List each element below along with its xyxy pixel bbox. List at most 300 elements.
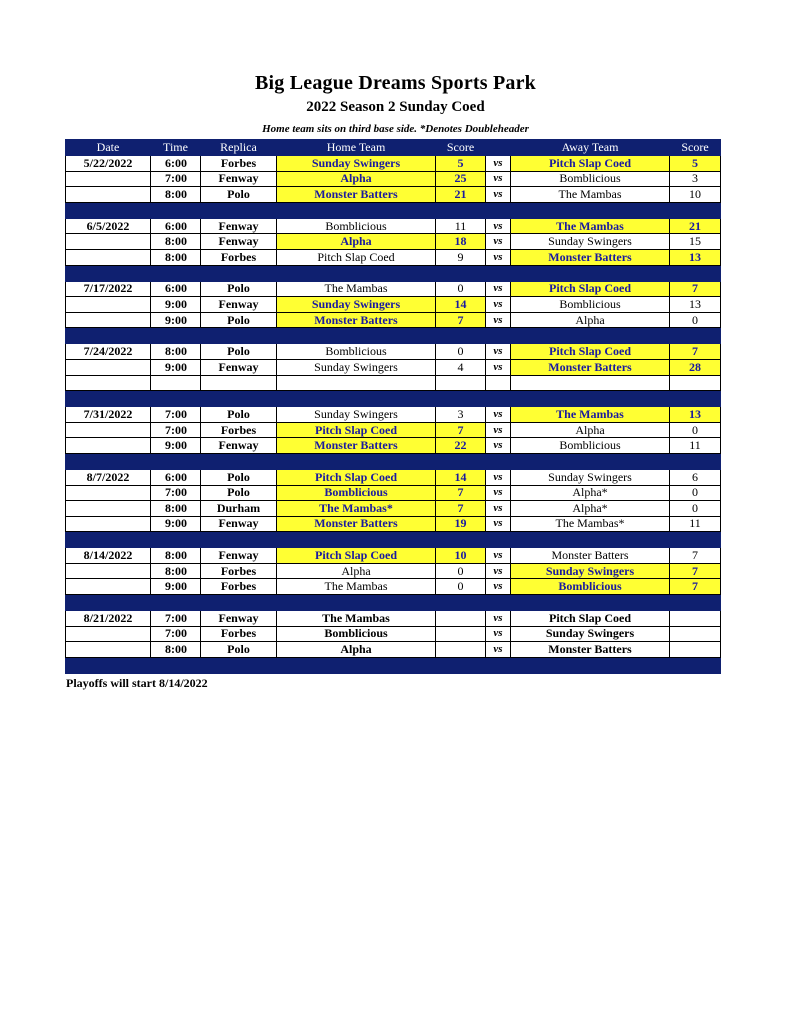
away-team-cell: Bomblicious — [511, 438, 670, 454]
separator-cell — [201, 453, 277, 469]
date-cell: 7/31/2022 — [66, 407, 151, 423]
date-cell — [66, 516, 151, 532]
time-cell: 8:00 — [151, 249, 201, 265]
col-header-home-team: Home Team — [277, 140, 436, 156]
replica-cell: Forbes — [201, 422, 277, 438]
vs-cell: vs — [486, 642, 511, 658]
date-cell: 7/24/2022 — [66, 344, 151, 360]
empty-cell — [486, 375, 511, 391]
home-score-cell: 0 — [436, 344, 486, 360]
separator-cell — [436, 202, 486, 218]
away-score-cell: 7 — [670, 281, 721, 297]
replica-cell: Forbes — [201, 626, 277, 642]
table-row — [66, 407, 721, 423]
away-score-cell: 28 — [670, 359, 721, 375]
home-score-cell: 14 — [436, 297, 486, 313]
home-team-cell: The Mambas — [277, 611, 436, 627]
vs-cell: vs — [486, 312, 511, 328]
date-cell: 8/21/2022 — [66, 611, 151, 627]
vs-cell: vs — [486, 579, 511, 595]
home-team-cell: Alpha — [277, 171, 436, 187]
replica-cell: Fenway — [201, 611, 277, 627]
date-cell — [66, 579, 151, 595]
separator-cell — [201, 328, 277, 344]
separator-cell — [201, 265, 277, 281]
table-row — [66, 642, 721, 658]
table-row — [66, 438, 721, 454]
col-header-home-score: Score — [436, 140, 486, 156]
away-score-cell: 5 — [670, 156, 721, 172]
away-score-cell: 11 — [670, 438, 721, 454]
col-header-time: Time — [151, 140, 201, 156]
time-cell: 8:00 — [151, 563, 201, 579]
playoffs-note: Playoffs will start 8/14/2022 — [66, 676, 208, 690]
home-score-cell: 7 — [436, 422, 486, 438]
time-cell: 9:00 — [151, 579, 201, 595]
separator-cell — [670, 202, 721, 218]
schedule-table — [65, 139, 721, 674]
vs-cell: vs — [486, 611, 511, 627]
home-team-cell: Alpha — [277, 642, 436, 658]
separator-cell — [486, 657, 511, 673]
separator-cell — [511, 453, 670, 469]
separator-cell — [511, 595, 670, 611]
week-separator-row — [66, 532, 721, 548]
empty-row — [66, 375, 721, 391]
away-score-cell: 13 — [670, 297, 721, 313]
home-score-cell: 25 — [436, 171, 486, 187]
page-subtitle: 2022 Season 2 Sunday Coed — [306, 99, 485, 115]
separator-cell — [436, 265, 486, 281]
week-separator-row — [66, 595, 721, 611]
table-row — [66, 563, 721, 579]
week-separator-row — [66, 202, 721, 218]
time-cell: 9:00 — [151, 438, 201, 454]
away-score-cell: 6 — [670, 469, 721, 485]
home-score-cell: 0 — [436, 281, 486, 297]
home-score-cell: 18 — [436, 234, 486, 250]
separator-cell — [670, 657, 721, 673]
table-header-row — [66, 140, 721, 156]
home-team-cell: The Mambas — [277, 579, 436, 595]
separator-cell — [511, 265, 670, 281]
away-team-cell: Monster Batters — [511, 548, 670, 564]
home-team-cell: Pitch Slap Coed — [277, 548, 436, 564]
date-cell: 5/22/2022 — [66, 156, 151, 172]
table-row — [66, 234, 721, 250]
home-score-cell: 7 — [436, 501, 486, 517]
vs-cell: vs — [486, 187, 511, 203]
empty-cell — [670, 375, 721, 391]
separator-cell — [66, 532, 151, 548]
away-score-cell: 11 — [670, 516, 721, 532]
home-team-cell: Monster Batters — [277, 438, 436, 454]
home-team-cell: Pitch Slap Coed — [277, 249, 436, 265]
away-team-cell: Pitch Slap Coed — [511, 281, 670, 297]
vs-cell: vs — [486, 516, 511, 532]
date-cell — [66, 422, 151, 438]
date-cell — [66, 359, 151, 375]
date-cell — [66, 234, 151, 250]
separator-cell — [66, 202, 151, 218]
date-cell — [66, 297, 151, 313]
home-score-cell: 5 — [436, 156, 486, 172]
time-cell: 9:00 — [151, 312, 201, 328]
table-row — [66, 171, 721, 187]
vs-cell: vs — [486, 469, 511, 485]
separator-cell — [277, 657, 436, 673]
away-team-cell: Alpha* — [511, 501, 670, 517]
table-row — [66, 501, 721, 517]
vs-cell: vs — [486, 485, 511, 501]
date-cell — [66, 642, 151, 658]
home-team-cell: Bomblicious — [277, 344, 436, 360]
separator-cell — [486, 595, 511, 611]
home-team-cell: Sunday Swingers — [277, 407, 436, 423]
date-cell — [66, 501, 151, 517]
table-row — [66, 579, 721, 595]
time-cell: 7:00 — [151, 171, 201, 187]
replica-cell: Polo — [201, 281, 277, 297]
replica-cell: Polo — [201, 312, 277, 328]
separator-cell — [436, 595, 486, 611]
date-cell — [66, 485, 151, 501]
time-cell: 6:00 — [151, 218, 201, 234]
separator-cell — [670, 265, 721, 281]
away-score-cell: 13 — [670, 407, 721, 423]
vs-cell: vs — [486, 297, 511, 313]
separator-cell — [151, 328, 201, 344]
separator-cell — [511, 328, 670, 344]
away-team-cell: Sunday Swingers — [511, 563, 670, 579]
table-row — [66, 187, 721, 203]
vs-cell: vs — [486, 563, 511, 579]
time-cell: 7:00 — [151, 485, 201, 501]
week-separator-row — [66, 391, 721, 407]
home-score-cell: 3 — [436, 407, 486, 423]
vs-cell: vs — [486, 249, 511, 265]
empty-cell — [436, 375, 486, 391]
time-cell: 9:00 — [151, 516, 201, 532]
replica-cell: Forbes — [201, 579, 277, 595]
away-team-cell: Pitch Slap Coed — [511, 156, 670, 172]
home-score-cell: 11 — [436, 218, 486, 234]
table-row — [66, 359, 721, 375]
away-score-cell: 15 — [670, 234, 721, 250]
away-team-cell: Bomblicious — [511, 171, 670, 187]
separator-cell — [511, 657, 670, 673]
replica-cell: Polo — [201, 469, 277, 485]
date-cell — [66, 312, 151, 328]
table-row — [66, 611, 721, 627]
time-cell: 7:00 — [151, 611, 201, 627]
vs-cell: vs — [486, 344, 511, 360]
time-cell: 8:00 — [151, 234, 201, 250]
away-score-cell: 3 — [670, 171, 721, 187]
vs-cell: vs — [486, 438, 511, 454]
away-team-cell: Alpha — [511, 312, 670, 328]
separator-cell — [486, 202, 511, 218]
table-row — [66, 485, 721, 501]
away-team-cell: The Mambas — [511, 218, 670, 234]
home-score-cell: 19 — [436, 516, 486, 532]
doubleheader-note: Home team sits on third base side. *Denotes Doubleheader — [262, 123, 529, 135]
away-team-cell: The Mambas* — [511, 516, 670, 532]
date-cell: 8/14/2022 — [66, 548, 151, 564]
date-cell — [66, 171, 151, 187]
empty-cell — [277, 375, 436, 391]
home-score-cell — [436, 611, 486, 627]
home-team-cell: Monster Batters — [277, 187, 436, 203]
separator-cell — [511, 202, 670, 218]
date-cell — [66, 187, 151, 203]
date-cell — [66, 626, 151, 642]
date-cell — [66, 563, 151, 579]
separator-cell — [277, 328, 436, 344]
home-team-cell: Bomblicious — [277, 485, 436, 501]
away-team-cell: Monster Batters — [511, 642, 670, 658]
away-score-cell: 0 — [670, 422, 721, 438]
time-cell: 9:00 — [151, 297, 201, 313]
away-score-cell: 7 — [670, 344, 721, 360]
table-row — [66, 218, 721, 234]
table-row — [66, 249, 721, 265]
vs-cell: vs — [486, 281, 511, 297]
home-team-cell: Bomblicious — [277, 218, 436, 234]
col-header-vs — [486, 140, 511, 156]
away-team-cell: Alpha — [511, 422, 670, 438]
separator-cell — [151, 202, 201, 218]
week-separator-row — [66, 265, 721, 281]
away-team-cell: Bomblicious — [511, 579, 670, 595]
away-score-cell: 13 — [670, 249, 721, 265]
col-header-replica: Replica — [201, 140, 277, 156]
vs-cell: vs — [486, 548, 511, 564]
separator-cell — [201, 595, 277, 611]
home-score-cell: 14 — [436, 469, 486, 485]
separator-cell — [66, 391, 151, 407]
replica-cell: Fenway — [201, 234, 277, 250]
table-row — [66, 422, 721, 438]
separator-cell — [151, 453, 201, 469]
away-team-cell: Bomblicious — [511, 297, 670, 313]
separator-cell — [486, 391, 511, 407]
home-team-cell: The Mambas — [277, 281, 436, 297]
separator-cell — [486, 265, 511, 281]
table-row — [66, 156, 721, 172]
separator-cell — [670, 532, 721, 548]
away-team-cell: Sunday Swingers — [511, 234, 670, 250]
time-cell: 7:00 — [151, 407, 201, 423]
home-team-cell: Bomblicious — [277, 626, 436, 642]
separator-cell — [486, 532, 511, 548]
separator-cell — [511, 391, 670, 407]
away-team-cell: The Mambas — [511, 187, 670, 203]
separator-cell — [670, 391, 721, 407]
separator-cell — [511, 532, 670, 548]
home-score-cell: 7 — [436, 485, 486, 501]
away-score-cell: 0 — [670, 485, 721, 501]
away-score-cell: 0 — [670, 312, 721, 328]
table-row — [66, 548, 721, 564]
schedule-body — [66, 156, 721, 674]
separator-cell — [277, 595, 436, 611]
separator-cell — [151, 595, 201, 611]
empty-cell — [151, 375, 201, 391]
home-score-cell: 10 — [436, 548, 486, 564]
time-cell: 8:00 — [151, 642, 201, 658]
separator-cell — [66, 265, 151, 281]
replica-cell: Polo — [201, 407, 277, 423]
empty-cell — [66, 375, 151, 391]
replica-cell: Fenway — [201, 548, 277, 564]
home-score-cell — [436, 626, 486, 642]
table-row — [66, 281, 721, 297]
home-score-cell: 9 — [436, 249, 486, 265]
time-cell: 8:00 — [151, 501, 201, 517]
col-header-away-team: Away Team — [511, 140, 670, 156]
week-separator-row — [66, 328, 721, 344]
replica-cell: Forbes — [201, 563, 277, 579]
separator-cell — [151, 657, 201, 673]
separator-cell — [201, 202, 277, 218]
time-cell: 6:00 — [151, 281, 201, 297]
away-team-cell: Pitch Slap Coed — [511, 344, 670, 360]
separator-cell — [277, 202, 436, 218]
away-score-cell — [670, 611, 721, 627]
away-score-cell: 7 — [670, 579, 721, 595]
away-score-cell: 0 — [670, 501, 721, 517]
replica-cell: Polo — [201, 642, 277, 658]
home-team-cell: Monster Batters — [277, 312, 436, 328]
vs-cell: vs — [486, 218, 511, 234]
vs-cell: vs — [486, 626, 511, 642]
time-cell: 6:00 — [151, 469, 201, 485]
vs-cell: vs — [486, 501, 511, 517]
replica-cell: Fenway — [201, 438, 277, 454]
week-separator-row — [66, 453, 721, 469]
separator-cell — [277, 391, 436, 407]
vs-cell: vs — [486, 407, 511, 423]
home-score-cell: 0 — [436, 563, 486, 579]
date-cell: 7/17/2022 — [66, 281, 151, 297]
away-team-cell: The Mambas — [511, 407, 670, 423]
time-cell: 8:00 — [151, 187, 201, 203]
separator-cell — [486, 453, 511, 469]
replica-cell: Fenway — [201, 218, 277, 234]
home-score-cell: 4 — [436, 359, 486, 375]
separator-cell — [66, 595, 151, 611]
replica-cell: Polo — [201, 187, 277, 203]
vs-cell: vs — [486, 156, 511, 172]
date-cell: 6/5/2022 — [66, 218, 151, 234]
separator-cell — [486, 328, 511, 344]
empty-cell — [201, 375, 277, 391]
separator-cell — [436, 657, 486, 673]
away-team-cell: Alpha* — [511, 485, 670, 501]
vs-cell: vs — [486, 422, 511, 438]
table-row — [66, 344, 721, 360]
separator-cell — [151, 532, 201, 548]
date-cell: 8/7/2022 — [66, 469, 151, 485]
away-score-cell: 21 — [670, 218, 721, 234]
home-team-cell: Sunday Swingers — [277, 297, 436, 313]
replica-cell: Durham — [201, 501, 277, 517]
week-separator-row — [66, 657, 721, 673]
away-team-cell: Monster Batters — [511, 249, 670, 265]
table-row — [66, 626, 721, 642]
page-title: Big League Dreams Sports Park — [255, 72, 536, 94]
home-score-cell: 7 — [436, 312, 486, 328]
separator-cell — [201, 391, 277, 407]
separator-cell — [436, 532, 486, 548]
separator-cell — [436, 391, 486, 407]
separator-cell — [436, 453, 486, 469]
away-score-cell — [670, 642, 721, 658]
time-cell: 7:00 — [151, 626, 201, 642]
away-score-cell: 7 — [670, 563, 721, 579]
separator-cell — [670, 328, 721, 344]
replica-cell: Fenway — [201, 516, 277, 532]
vs-cell: vs — [486, 234, 511, 250]
home-team-cell: Alpha — [277, 563, 436, 579]
home-team-cell: Sunday Swingers — [277, 156, 436, 172]
replica-cell: Fenway — [201, 359, 277, 375]
table-row — [66, 516, 721, 532]
separator-cell — [151, 391, 201, 407]
away-score-cell — [670, 626, 721, 642]
separator-cell — [277, 265, 436, 281]
separator-cell — [436, 328, 486, 344]
replica-cell: Fenway — [201, 171, 277, 187]
date-cell — [66, 438, 151, 454]
separator-cell — [670, 595, 721, 611]
home-team-cell: Sunday Swingers — [277, 359, 436, 375]
empty-cell — [511, 375, 670, 391]
replica-cell: Forbes — [201, 156, 277, 172]
home-score-cell: 21 — [436, 187, 486, 203]
home-team-cell: Monster Batters — [277, 516, 436, 532]
table-row — [66, 312, 721, 328]
away-team-cell: Sunday Swingers — [511, 626, 670, 642]
separator-cell — [277, 532, 436, 548]
time-cell: 8:00 — [151, 344, 201, 360]
separator-cell — [151, 265, 201, 281]
time-cell: 7:00 — [151, 422, 201, 438]
home-team-cell: Pitch Slap Coed — [277, 469, 436, 485]
away-team-cell: Pitch Slap Coed — [511, 611, 670, 627]
vs-cell: vs — [486, 171, 511, 187]
home-team-cell: Pitch Slap Coed — [277, 422, 436, 438]
away-score-cell: 10 — [670, 187, 721, 203]
home-team-cell: The Mambas* — [277, 501, 436, 517]
col-header-date: Date — [66, 140, 151, 156]
time-cell: 9:00 — [151, 359, 201, 375]
replica-cell: Polo — [201, 485, 277, 501]
replica-cell: Fenway — [201, 297, 277, 313]
replica-cell: Polo — [201, 344, 277, 360]
separator-cell — [66, 328, 151, 344]
home-score-cell: 0 — [436, 579, 486, 595]
separator-cell — [670, 453, 721, 469]
table-row — [66, 469, 721, 485]
separator-cell — [277, 453, 436, 469]
away-team-cell: Sunday Swingers — [511, 469, 670, 485]
time-cell: 6:00 — [151, 156, 201, 172]
home-team-cell: Alpha — [277, 234, 436, 250]
replica-cell: Forbes — [201, 249, 277, 265]
table-row — [66, 297, 721, 313]
